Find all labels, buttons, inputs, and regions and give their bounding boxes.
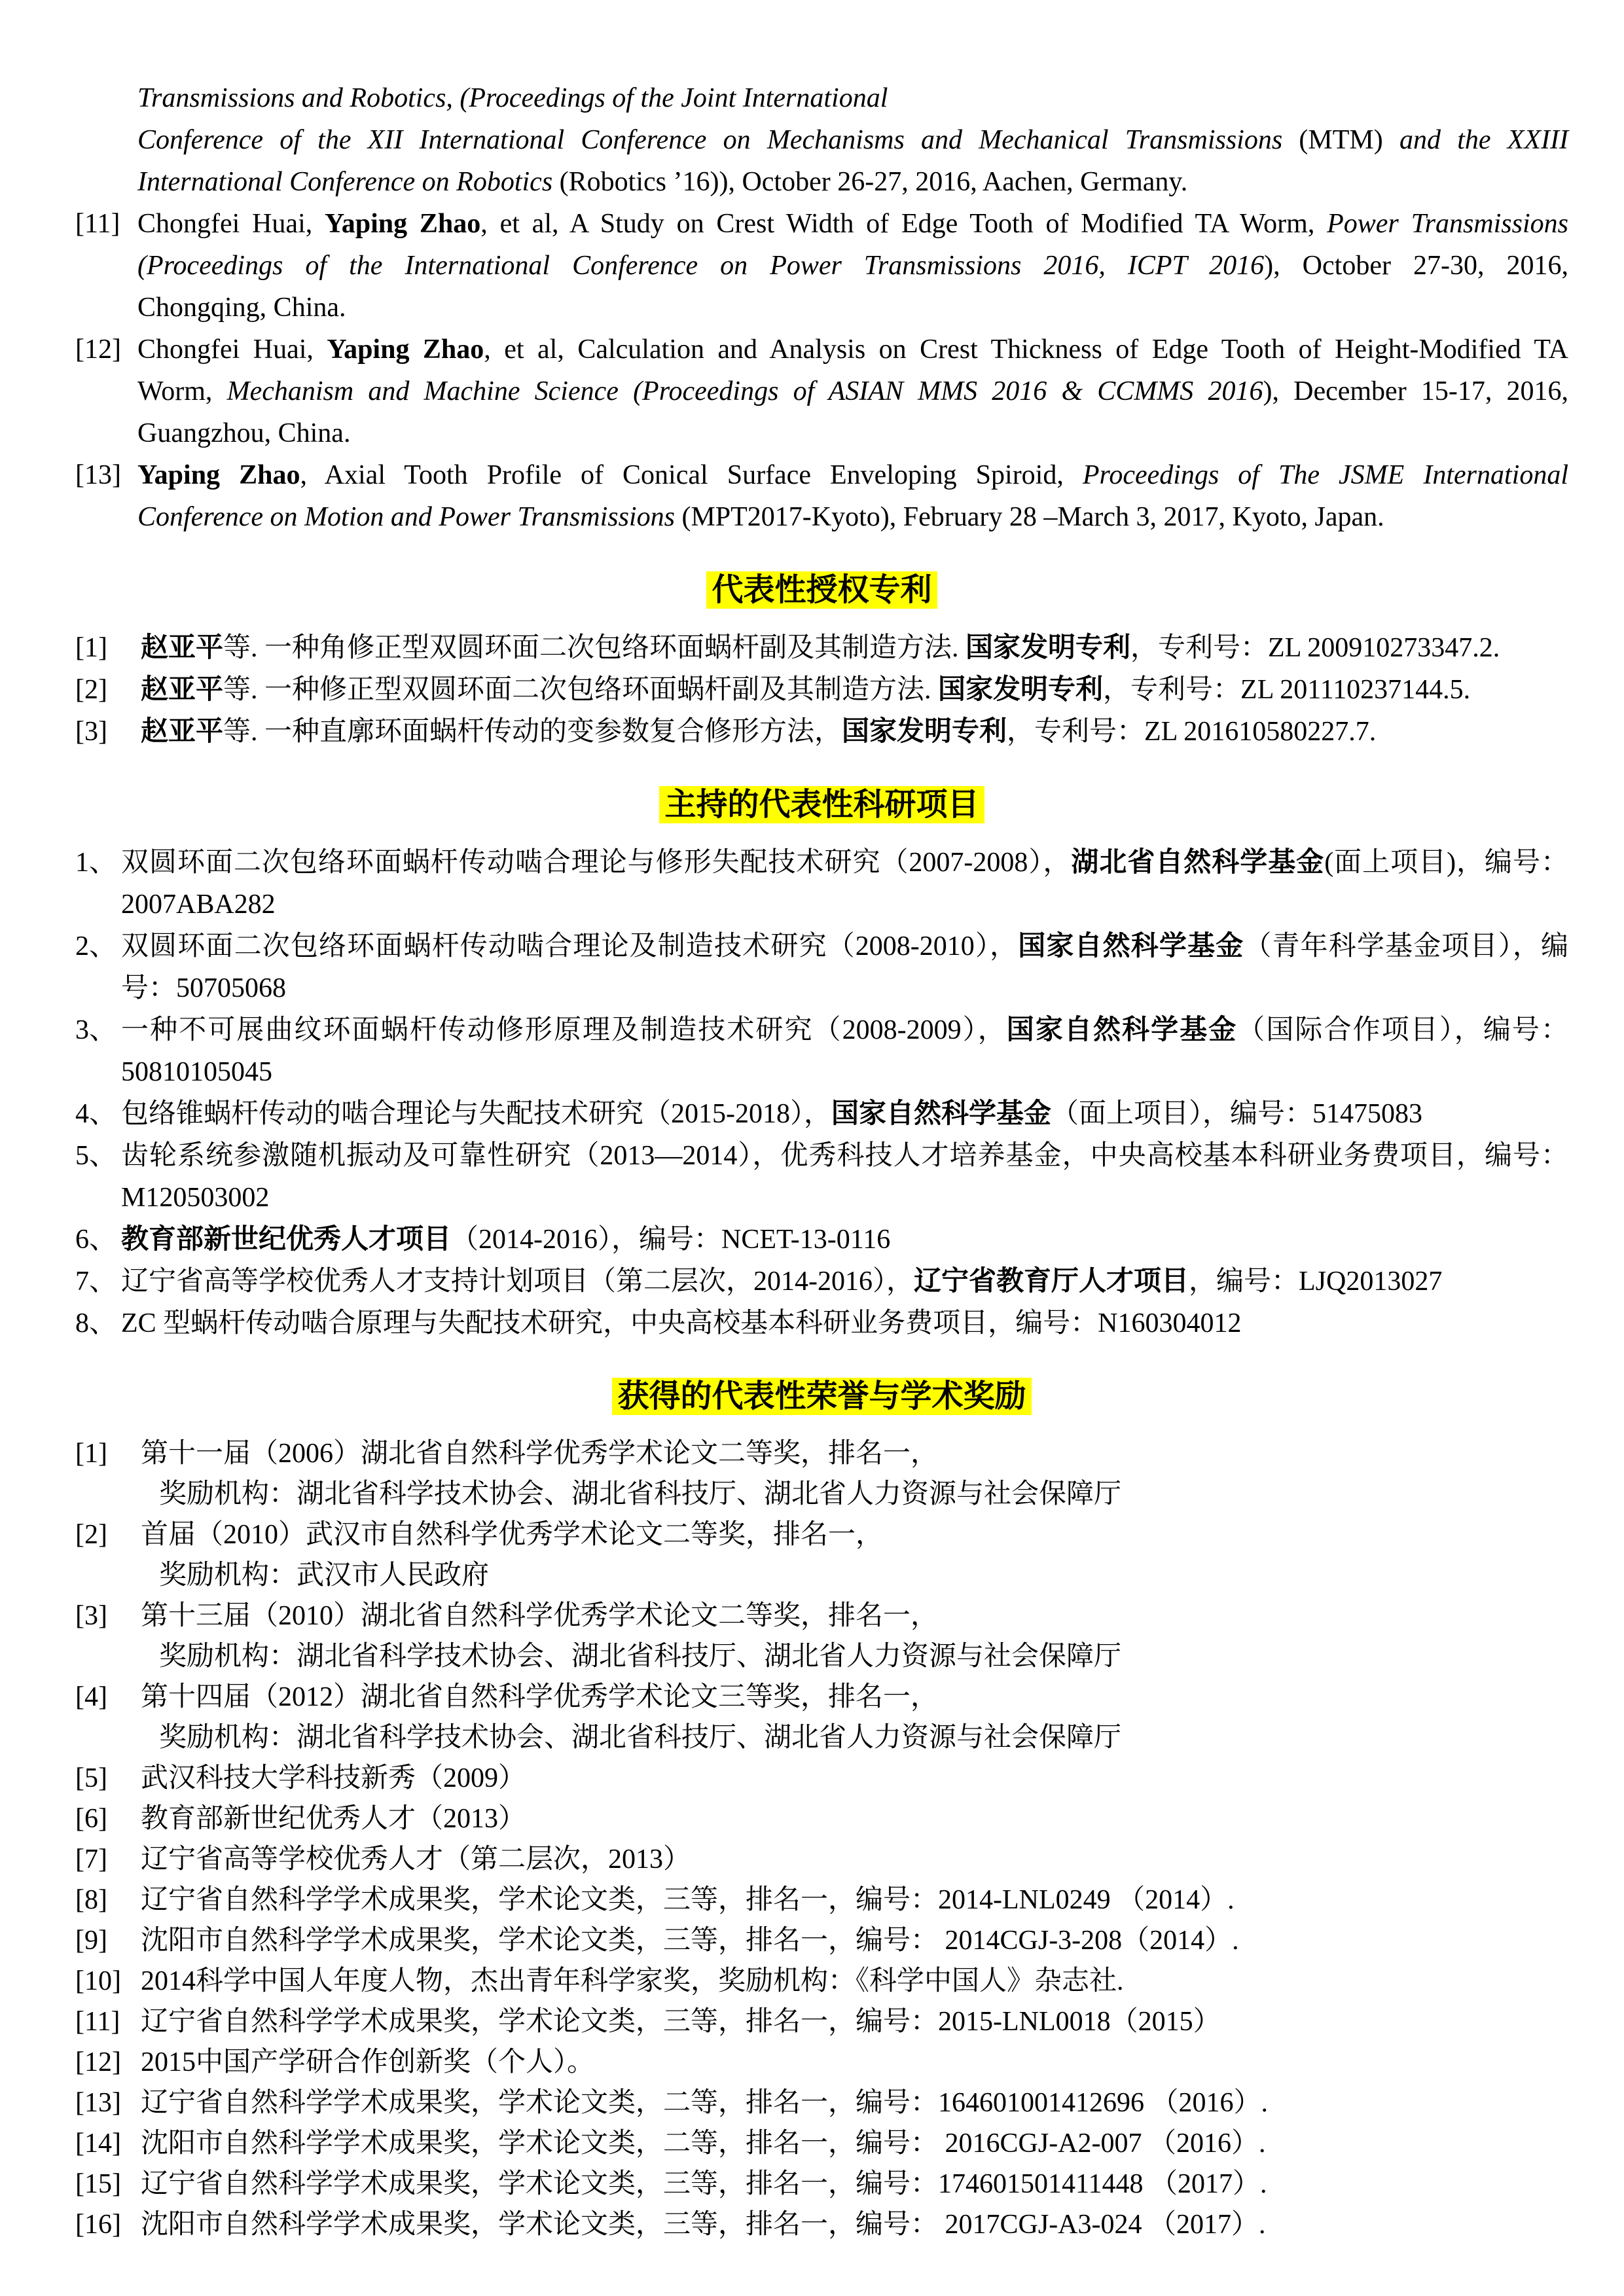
- projects-section: [75, 783, 1568, 1344]
- text-run: （面上项目），编号：51475083: [1051, 1099, 1423, 1129]
- awards-section: [75, 1374, 1568, 2245]
- text-run: (Robotics ’16)), October 26-27, 2016, Aachen, Germany.: [559, 167, 1188, 197]
- patent-item: [75, 627, 1568, 669]
- award-title-line: 辽宁省自然科学学术成果奖，学术论文类，二等，排名一，编号：164601001412696 （2016）.: [141, 2088, 1269, 2118]
- award-item: [75, 2123, 1568, 2164]
- text-run: and the XXIII: [1399, 125, 1568, 155]
- text-run: 国家自然科学基金: [1018, 931, 1244, 961]
- text-run: 赵亚平: [141, 633, 224, 663]
- project-item: [75, 842, 1568, 925]
- text-line: [137, 412, 1568, 454]
- item-marker: [13]: [75, 460, 121, 490]
- text-line: [137, 370, 1568, 412]
- text-run: ZC 型蜗杆传动啮合原理与失配技术研究，中央高校基本科研业务费项目，编号：N160304012: [121, 1308, 1242, 1338]
- award-title-line: 第十一届（2006）湖北省自然科学优秀学术论文二等奖，排名一，: [141, 1439, 939, 1469]
- text-run: Conference of the XII International Conference on Mechanisms and Mechanical Transmissions: [137, 125, 1299, 155]
- item-marker: [15]: [75, 2169, 121, 2199]
- award-org-line: 奖励机构：湖北省科学技术协会、湖北省科技厅、湖北省人力资源与社会保障厅: [159, 1723, 1122, 1753]
- project-item: [75, 1135, 1568, 1219]
- item-marker: [2]: [75, 675, 107, 705]
- award-item: [75, 2083, 1568, 2123]
- item-marker: [1]: [75, 633, 107, 663]
- item-marker: [12]: [75, 2047, 121, 2077]
- text-run: (MPT2017-Kyoto), February 28 –March 3, 2017, Kyoto, Japan.: [674, 502, 1384, 532]
- award-title-line: 沈阳市自然科学学术成果奖，学术论文类，三等，排名一，编号： 2017CGJ-A3-024 （2017）.: [141, 2210, 1266, 2240]
- patent-item: [75, 711, 1568, 753]
- item-marker: 7、: [75, 1266, 117, 1297]
- text-run: Chongfei Huai,: [137, 334, 327, 365]
- award-item: [75, 2042, 1568, 2083]
- text-run: ), October 27-30, 2016,: [1264, 251, 1569, 281]
- text-run: Guangzhou, China.: [137, 418, 351, 448]
- text-line: [137, 161, 1568, 203]
- award-item: [75, 1839, 1568, 1880]
- patent-item: [75, 669, 1568, 711]
- text-run: 国家发明专利: [842, 717, 1007, 747]
- project-item: [75, 1009, 1568, 1093]
- award-title-line: 沈阳市自然科学学术成果奖，学术论文类，三等，排名一，编号： 2014CGJ-3-208（2014）.: [141, 1926, 1239, 1956]
- award-item: [75, 1596, 1568, 1677]
- text-run: Chongfei Huai,: [137, 209, 325, 239]
- text-run: 辽宁省教育厅人才项目: [914, 1266, 1189, 1297]
- item-marker: [11]: [75, 2007, 120, 2037]
- patents-section-header: [75, 568, 1568, 613]
- project-item: [75, 1261, 1568, 1302]
- text-run: ，专利号：ZL 200910273347.2.: [1130, 633, 1500, 663]
- award-org-line: 奖励机构：湖北省科学技术协会、湖北省科技厅、湖北省人力资源与社会保障厅: [159, 1479, 1122, 1509]
- text-run: 齿轮系统参激随机振动及可靠性研究（2013—2014），优秀科技人才培养基金，中央高校基本科研业务费项目，编号：M120503002: [121, 1141, 1568, 1213]
- item-marker: [9]: [75, 1926, 107, 1956]
- award-org-line: 奖励机构：武汉市人民政府: [159, 1560, 490, 1590]
- text-run: （2014-2016），编号：NCET-13-0116: [451, 1225, 891, 1255]
- award-title-line: 2015中国产学研合作创新奖（个人）。: [141, 2047, 595, 2077]
- award-item: [75, 1433, 1568, 1515]
- publications-section: [75, 77, 1568, 538]
- text-run: 辽宁省高等学校优秀人才支持计划项目（第二层次，2014-2016），: [121, 1266, 914, 1297]
- text-run: ), December 15-17, 2016,: [1263, 376, 1568, 406]
- highlighted-header-text: 主持的代表性科研项目: [659, 786, 984, 823]
- item-marker: 1、: [75, 848, 117, 878]
- text-run: 赵亚平: [141, 717, 224, 747]
- award-title-line: 武汉科技大学科技新秀（2009）: [141, 1763, 526, 1793]
- item-marker: [1]: [75, 1439, 107, 1469]
- item-marker: [12]: [75, 334, 121, 365]
- award-title-line: 2014科学中国人年度人物，杰出青年科学家奖，奖励机构：《科学中国人》杂志社.: [141, 1966, 1124, 1996]
- text-run: 一种不可展曲纹环面蜗杆传动修形原理及制造技术研究（2008-2009），: [121, 1015, 1007, 1045]
- publication-continuation: [75, 77, 1568, 203]
- award-item: [75, 1799, 1568, 1839]
- item-marker: 5、: [75, 1141, 117, 1171]
- award-item: [75, 1920, 1568, 1961]
- text-line: [137, 329, 1568, 370]
- text-run: ，编号：LJQ2013027: [1189, 1266, 1443, 1297]
- text-line: [137, 245, 1568, 287]
- text-run: 等. 一种直廓环面蜗杆传动的变参数复合修形方法，: [223, 717, 842, 747]
- award-title-line: 教育部新世纪优秀人才（2013）: [141, 1804, 526, 1834]
- text-run: 赵亚平: [141, 675, 224, 705]
- project-item: [75, 1302, 1568, 1344]
- item-marker: [3]: [75, 1601, 107, 1631]
- item-marker: [13]: [75, 2088, 121, 2118]
- award-item: [75, 2001, 1568, 2042]
- award-item: [75, 2204, 1568, 2245]
- text-run: （国际合作项目），编号：50810105045: [121, 1015, 1568, 1087]
- item-marker: 2、: [75, 931, 117, 961]
- text-run: (面上项目)，编号：2007ABA282: [121, 848, 1568, 920]
- text-run: Mechanism and Machine Science (Proceedings of ASIAN MMS 2016 & CCMMS 2016: [226, 376, 1263, 406]
- award-org-line: 奖励机构：湖北省科学技术协会、湖北省科技厅、湖北省人力资源与社会保障厅: [159, 1641, 1122, 1672]
- text-run: （青年科学基金项目），编号：50705068: [121, 931, 1568, 1003]
- item-marker: [8]: [75, 1885, 107, 1915]
- item-marker: 3、: [75, 1015, 117, 1045]
- item-marker: [16]: [75, 2210, 121, 2240]
- item-marker: 8、: [75, 1308, 117, 1338]
- item-marker: 4、: [75, 1099, 117, 1129]
- award-title-line: 辽宁省自然科学学术成果奖，学术论文类，三等，排名一，编号：2014-LNL0249 （2014）.: [141, 1885, 1235, 1915]
- project-item: [75, 1093, 1568, 1135]
- text-run: , Axial Tooth Profile of Conical Surface Enveloping Spiroid,: [300, 460, 1083, 490]
- text-run: 湖北省自然科学基金: [1071, 848, 1325, 878]
- text-run: ，专利号：ZL 201610580227.7.: [1007, 717, 1377, 747]
- item-marker: [5]: [75, 1763, 107, 1793]
- item-marker: [14]: [75, 2128, 121, 2159]
- text-run: Transmissions and Robotics, (Proceedings of the Joint International: [137, 83, 888, 113]
- text-run: 国家自然科学基金: [1006, 1015, 1238, 1045]
- text-run: Worm,: [137, 376, 227, 406]
- award-item: [75, 1880, 1568, 1920]
- project-item: [75, 1219, 1568, 1261]
- text-line: [137, 454, 1568, 496]
- award-title-line: 沈阳市自然科学学术成果奖，学术论文类，二等，排名一，编号： 2016CGJ-A2-007 （2016）.: [141, 2128, 1266, 2159]
- text-run: , et al, Calculation and Analysis on Crest Thickness of Edge Tooth of Height-Modified TA: [484, 334, 1568, 365]
- text-run: , et al, A Study on Crest Width of Edge Tooth of Modified TA Worm,: [480, 209, 1327, 239]
- text-line: [137, 77, 1568, 119]
- text-run: 双圆环面二次包络环面蜗杆传动啮合理论及制造技术研究（2008-2010），: [121, 931, 1019, 961]
- item-marker: [3]: [75, 717, 107, 747]
- item-marker: [7]: [75, 1844, 107, 1874]
- project-item: [75, 925, 1568, 1009]
- item-marker: [11]: [75, 209, 120, 239]
- text-run: International Conference on Robotics: [137, 167, 560, 197]
- award-item: [75, 1515, 1568, 1596]
- projects-section-header: [75, 783, 1568, 827]
- text-run: Yaping Zhao: [327, 334, 484, 365]
- text-run: (Proceedings of the International Conference on Power Transmissions 2016, ICPT 2016: [137, 251, 1265, 281]
- highlighted-header-text: 获得的代表性荣誉与学术奖励: [612, 1378, 1031, 1415]
- award-item: [75, 1961, 1568, 2001]
- text-run: Power Transmissions: [1327, 209, 1569, 239]
- highlighted-header-text: 代表性授权专利: [706, 571, 937, 609]
- text-run: 等. 一种角修正型双圆环面二次包络环面蜗杆副及其制造方法.: [223, 633, 966, 663]
- text-run: Conference on Motion and Power Transmissions: [137, 502, 675, 532]
- award-title-line: 辽宁省自然科学学术成果奖，学术论文类，三等，排名一，编号：2015-LNL0018（2015）: [141, 2007, 1221, 2037]
- item-marker: [4]: [75, 1682, 107, 1712]
- award-title-line: 辽宁省自然科学学术成果奖，学术论文类，三等，排名一，编号：174601501411448 （2017）.: [141, 2169, 1267, 2199]
- text-run: (MTM): [1299, 125, 1399, 155]
- text-line: [137, 496, 1568, 538]
- award-title-line: 辽宁省高等学校优秀人才（第二层次，2013）: [141, 1844, 691, 1874]
- award-title-line: 第十四届（2012）湖北省自然科学优秀学术论文三等奖，排名一，: [141, 1682, 939, 1712]
- text-run: 包络锥蜗杆传动的啮合理论与失配技术研究（2015-2018），: [121, 1099, 831, 1129]
- publication-item: [75, 329, 1568, 454]
- award-item: [75, 1677, 1568, 1758]
- award-item: [75, 2164, 1568, 2204]
- publication-item: [75, 454, 1568, 538]
- item-marker: 6、: [75, 1225, 117, 1255]
- text-run: Chongqing, China.: [137, 293, 346, 323]
- text-run: Proceedings of The JSME International: [1082, 460, 1568, 490]
- text-line: [137, 203, 1568, 245]
- text-line: [137, 119, 1568, 161]
- text-run: 国家发明专利: [938, 675, 1104, 705]
- text-run: 双圆环面二次包络环面蜗杆传动啮合理论与修形失配技术研究（2007-2008），: [121, 848, 1072, 878]
- text-run: 等. 一种修正型双圆环面二次包络环面蜗杆副及其制造方法.: [223, 675, 939, 705]
- item-marker: [10]: [75, 1966, 121, 1996]
- text-run: Yaping Zhao: [137, 460, 300, 490]
- text-run: ，专利号：ZL 201110237144.5.: [1103, 675, 1471, 705]
- publication-item: [75, 203, 1568, 329]
- text-line: [137, 287, 1568, 329]
- text-run: 教育部新世纪优秀人才项目: [121, 1225, 452, 1255]
- item-marker: [6]: [75, 1804, 107, 1834]
- item-marker: [2]: [75, 1520, 107, 1550]
- text-run: Yaping Zhao: [325, 209, 481, 239]
- award-title-line: 首届（2010）武汉市自然科学优秀学术论文二等奖，排名一，: [141, 1520, 884, 1550]
- text-run: 国家自然科学基金: [831, 1099, 1052, 1129]
- text-run: 国家发明专利: [965, 633, 1131, 663]
- award-title-line: 第十三届（2010）湖北省自然科学优秀学术论文二等奖，排名一，: [141, 1601, 939, 1631]
- awards-section-header: [75, 1374, 1568, 1419]
- award-item: [75, 1758, 1568, 1799]
- patents-section: [75, 568, 1568, 753]
